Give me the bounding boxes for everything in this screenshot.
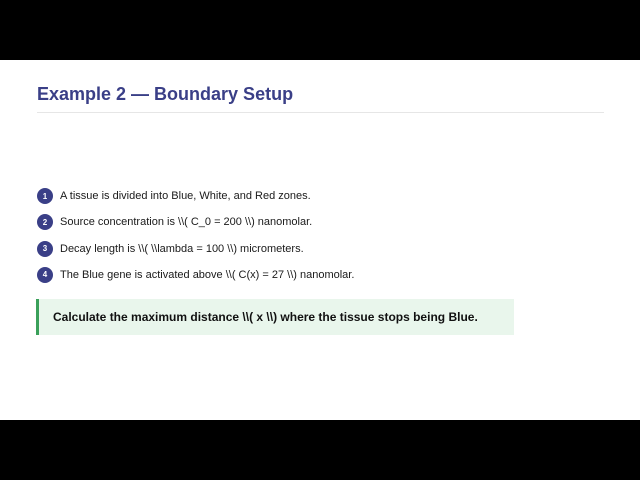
list-item (37, 267, 597, 283)
list-item-text: Source concentration is \\( C_0 = 200 \\) nanomolar. (60, 216, 313, 229)
list-item-text: The Blue gene is activated above \\( C(x) = 27 \\) nanomolar. (60, 268, 355, 281)
list-item-text: Decay length is \\( \\lambda = 100 \\) micrometers. (60, 242, 304, 255)
number-badge: 4 (37, 267, 53, 283)
list-item (37, 188, 597, 204)
question-callout (36, 299, 514, 335)
list-item (37, 214, 597, 230)
number-badge: 1 (37, 188, 53, 204)
letterbox-top (0, 0, 640, 60)
number-badge: 3 (37, 241, 53, 257)
bullet-list (37, 188, 597, 293)
question-text: Calculate the maximum distance \\( x \\) where the tissue stops being Blue. (53, 310, 478, 324)
slide (0, 60, 640, 420)
list-item (37, 241, 597, 257)
title-divider (37, 112, 604, 113)
slide-title: Example 2 — Boundary Setup (37, 84, 294, 104)
list-item-text: A tissue is divided into Blue, White, and Red zones. (60, 190, 311, 202)
letterbox-bottom (0, 420, 640, 480)
number-badge: 2 (37, 214, 53, 230)
